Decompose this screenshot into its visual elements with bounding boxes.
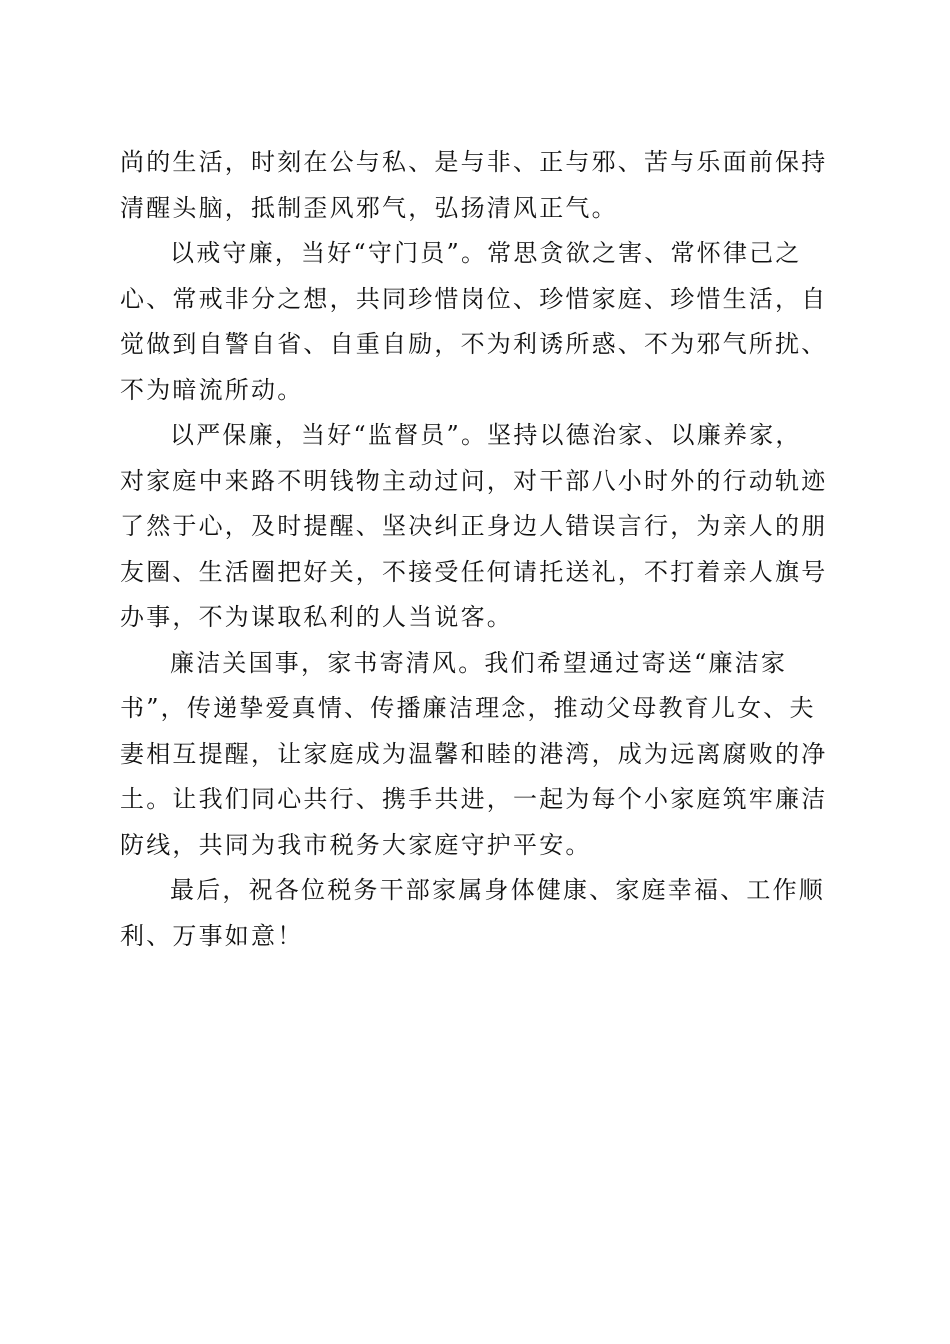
paragraph-3-line-5: 办事，不为谋取私利的人当说客。: [120, 603, 513, 631]
paragraph-2-line-1: 以戒守廉，当好“守门员”。常思贪欲之害、常怀律己之: [170, 239, 802, 267]
paragraph-2-line-4: 不为暗流所动。: [120, 375, 304, 404]
paragraph-1-line-1: 尚的生活，时刻在公与私、是与非、正与邪、苦与乐面前保持: [120, 148, 828, 176]
paragraph-4-line-2: 书”，传递挚爱真情、传播廉洁理念，推动父母教育儿女、夫: [120, 694, 816, 722]
paragraph-3-line-1: 以严保廉，当好“监督员”。坚持以德治家、以廉养家，: [170, 421, 802, 449]
paragraph-2-line-2: 心、常戒非分之想，共同珍惜岗位、珍惜家庭、珍惜生活，自: [120, 284, 828, 313]
paragraph-3-line-3: 了然于心，及时提醒、坚决纠正身边人错误言行，为亲人的朋: [120, 512, 828, 540]
paragraph-5-line-1: 最后，祝各位税务干部家属身体健康、家庭幸福、工作顺: [170, 876, 825, 904]
paragraph-1-line-2: 清醒头脑，抵制歪风邪气，弘扬清风正气。: [120, 193, 618, 222]
paragraph-2-line-3: 觉做到自警自省、自重自励，不为利诱所惑、不为邪气所扰、: [120, 330, 828, 358]
paragraph-4-line-4: 土。让我们同心共行、携手共进，一起为每个小家庭筑牢廉洁: [120, 785, 828, 813]
paragraph-3-line-2: 对家庭中来路不明钱物主动过问，对干部八小时外的行动轨迹: [120, 466, 828, 495]
paragraph-3-line-4: 友圈、生活圈把好关，不接受任何请托送礼，不打着亲人旗号: [120, 557, 828, 586]
paragraph-5-line-2: 利、万事如意！: [120, 921, 304, 950]
document-body: [120, 140, 830, 959]
paragraph-4-line-1: 廉洁关国事，家书寄清风。我们希望通过寄送“廉洁家: [170, 648, 788, 677]
paragraph-4-line-5: 防线，共同为我市税务大家庭守护平安。: [120, 830, 592, 859]
paragraph-4-line-3: 妻相互提醒，让家庭成为温馨和睦的港湾，成为远离腐败的净: [120, 739, 828, 768]
